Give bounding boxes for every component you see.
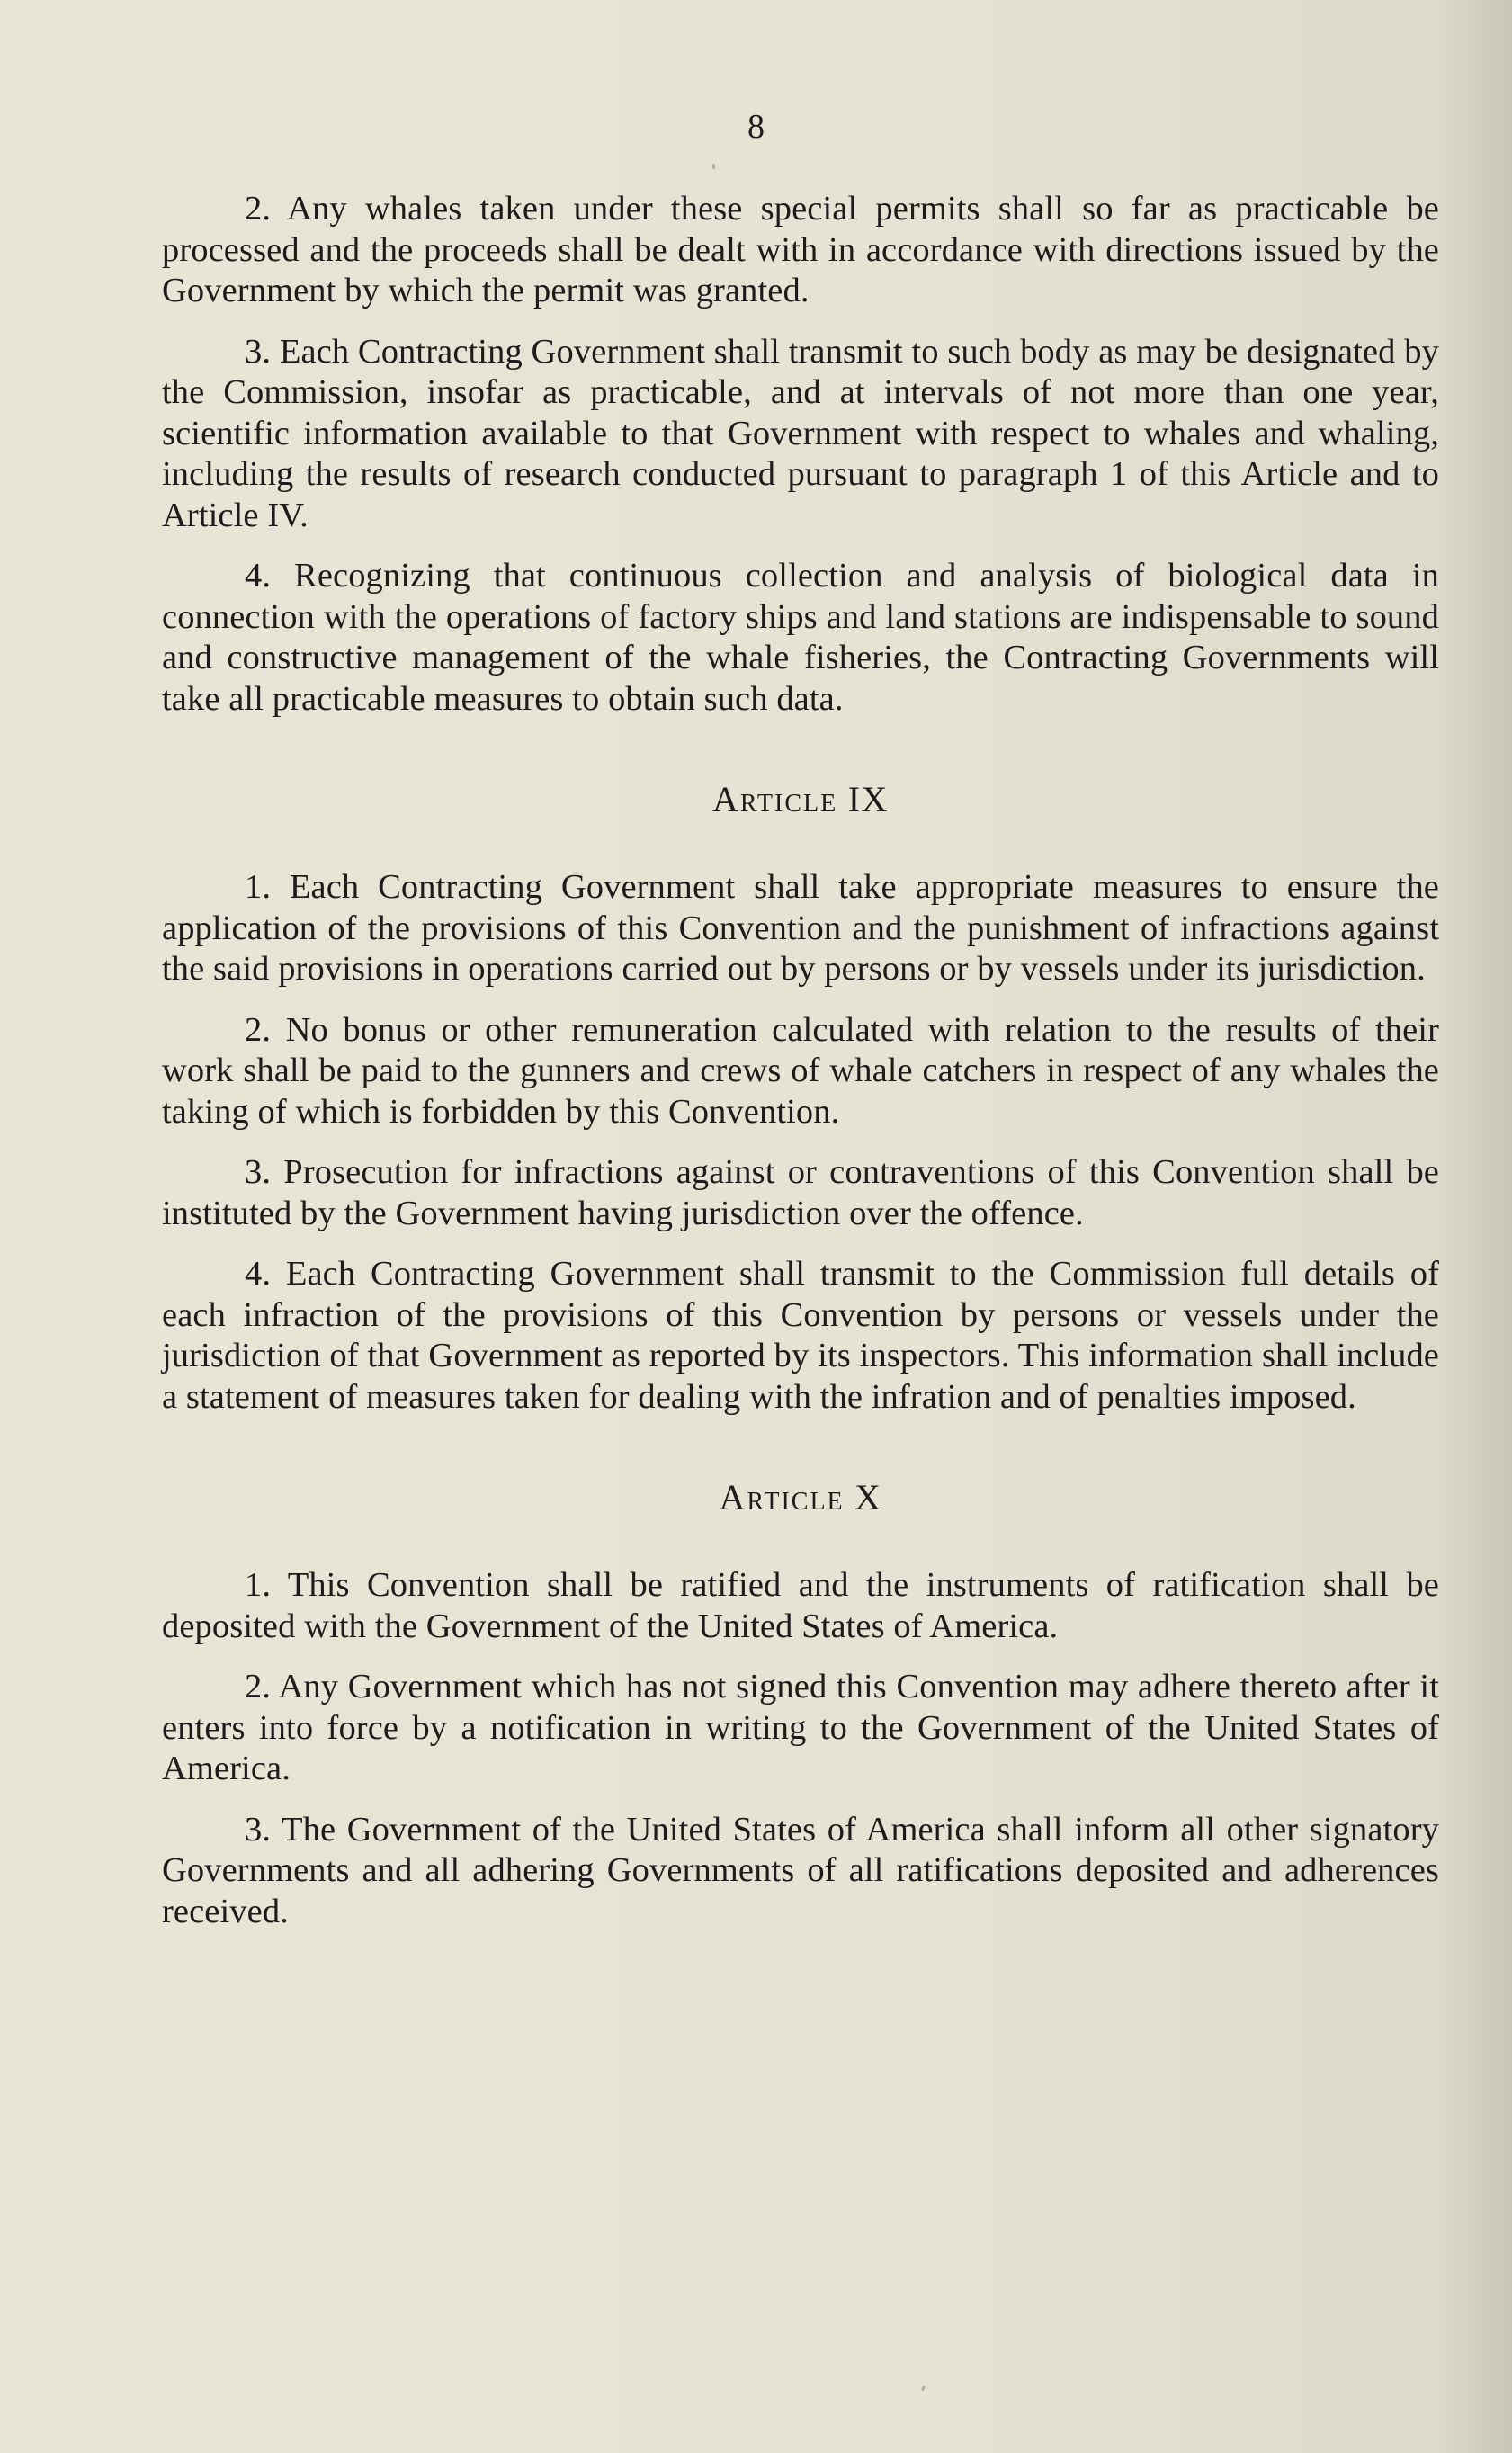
paragraph-ix-1: 1. Each Contracting Government shall take appropriate measures to ensure the application of the provisions of this Convention and the punishment of infractions against the said provisions in operations carried out by persons or by vessels under its jurisdiction. (162, 868, 1439, 988)
paragraph-viii-3: 3. Each Contracting Government shall transmit to such body as may be designated by the Commission, insofar as practicable, and at intervals of not more than one year, scientific information available to that Government with respect to whales and whaling, including the results of research conducted pursuant to paragraph 1 of this Article and to Article IV. (162, 332, 1439, 534)
article-x-heading-word: Article (719, 1477, 845, 1517)
paragraph-ix-2: 2. No bonus or other remuneration calculated with relation to the results of their work shall be paid to the gunners and crews of whale catchers in respect of any whales the taking of which is forbidden by this Convention. (162, 1010, 1439, 1131)
paragraph-ix-3: 3. Prosecution for infractions against or contraventions of this Convention shall be instituted by the Government having jurisdiction over the offence. (162, 1153, 1439, 1232)
document-body (162, 189, 1439, 1952)
article-x-heading (162, 1477, 1439, 1518)
paper-speck (712, 164, 715, 169)
page-number: 8 (747, 108, 765, 146)
paragraph-viii-2: 2. Any whales taken under these special permits shall so far as practicable be processed and the proceeds shall be dealt with in accordance with directions issued by the Government by which the permit was granted. (162, 190, 1439, 309)
paragraph-x-1: 1. This Convention shall be ratified and the instruments of ratification shall be deposited with the Government of the United States of America. (162, 1566, 1439, 1645)
article-x-heading-numeral: X (854, 1477, 882, 1517)
paragraph-ix-4: 4. Each Contracting Government shall transmit to the Commission full details of each infraction of the provisions of this Convention by persons or vessels under the jurisdiction of that Government as reported by its inspectors. This information shall include a statement of measures taken for dealing with the infration and of penalties imposed. (162, 1255, 1439, 1416)
article-ix-heading-word: Article (712, 779, 838, 819)
article-ix-heading (162, 779, 1439, 820)
paragraph-x-2: 2. Any Government which has not signed this Convention may adhere thereto after it enters into force by a notification in writing to the Government of the United States of America. (162, 1668, 1439, 1787)
paragraph-x-3: 3. The Government of the United States of America shall inform all other signatory Governments and all adhering Governments of all ratifications deposited and adherences received. (162, 1810, 1439, 1930)
paragraph-viii-4: 4. Recognizing that continuous collection and analysis of biological data in connection with the operations of factory ships and land stations are indispensable to sound and constructive management of the whale fisheries, the Contracting Governments will take all practicable measures to obtain such data. (162, 557, 1439, 718)
paper-speck (921, 2386, 926, 2392)
article-ix-heading-numeral: IX (847, 779, 889, 819)
